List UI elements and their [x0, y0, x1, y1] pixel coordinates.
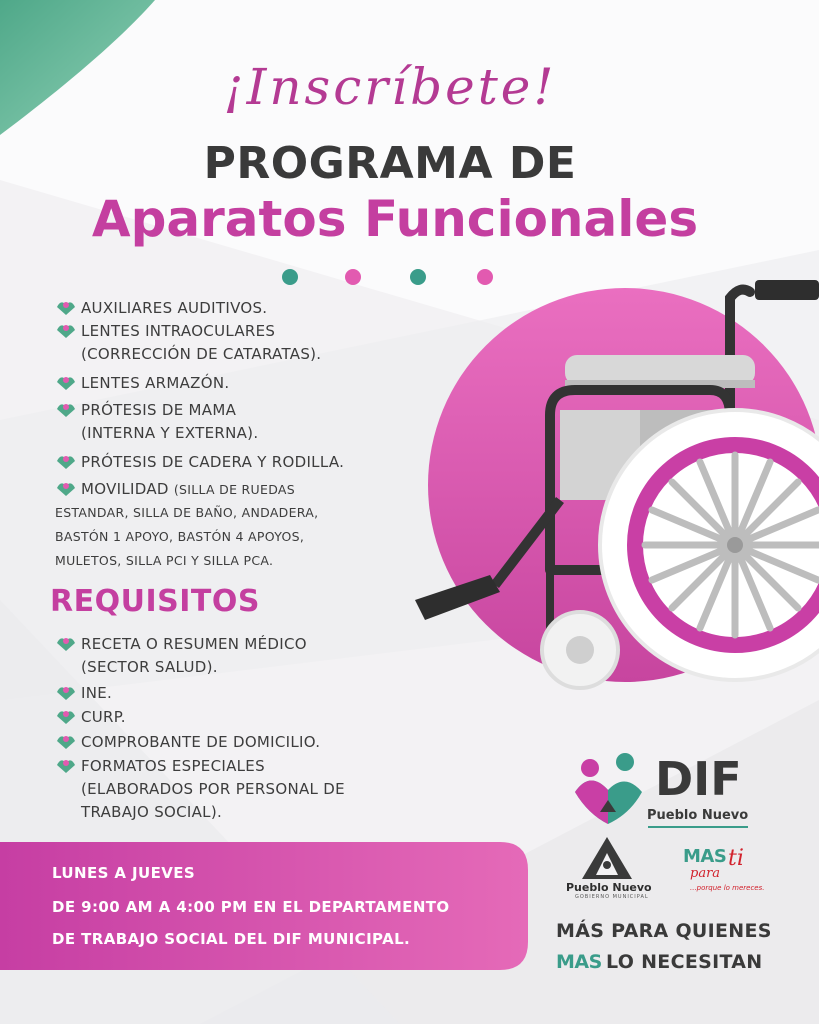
- mas-ti-text: ti: [728, 846, 744, 871]
- list-item: [55, 755, 345, 824]
- schedule-days: LUNES A JUEVES: [52, 864, 196, 882]
- mas-logo-text: MAS: [683, 846, 727, 867]
- dif-logo-text: DIF: [655, 752, 742, 806]
- dif-underline: [648, 826, 748, 828]
- item-line: LENTES INTRAOCULARES: [81, 322, 276, 340]
- item-line: INE.: [81, 684, 113, 702]
- pueblo-nuevo-logo-text: Pueblo Nuevo: [566, 881, 652, 894]
- item-line: (INTERNA Y EXTERNA).: [81, 424, 259, 442]
- list-item: [55, 320, 321, 366]
- item-line: BASTÓN 1 APOYO, BASTÓN 4 APOYOS,: [55, 529, 305, 544]
- slogan-line-1: MÁS PARA QUIENES: [556, 920, 772, 942]
- schedule-hours: DE 9:00 AM A 4:00 PM EN EL DEPARTAMENTO: [52, 898, 450, 916]
- decorative-dots: [280, 266, 500, 288]
- hands-heart-icon: [55, 755, 77, 775]
- item-line: RECETA O RESUMEN MÉDICO: [81, 635, 307, 653]
- item-line: MULETOS, SILLA PCI Y SILLA PCA.: [55, 553, 274, 568]
- list-item: [55, 682, 112, 705]
- requirements-title: REQUISITOS: [50, 584, 260, 619]
- slogan-mas: MAS: [556, 951, 602, 973]
- item-line: MOVILIDAD: [81, 480, 169, 498]
- item-line: (SECTOR SALUD).: [81, 658, 218, 676]
- hands-heart-icon: [55, 297, 77, 317]
- tagline: ¡Inscríbete!: [223, 58, 557, 116]
- mas-tagline-text: ...porque lo mereces.: [690, 884, 765, 892]
- wheelchair-icon: [400, 270, 819, 700]
- slogan-line-2: LO NECESITAN: [606, 951, 763, 973]
- item-line: PRÓTESIS DE MAMA: [81, 401, 237, 419]
- item-line: FORMATOS ESPECIALES: [81, 757, 265, 775]
- item-line: AUXILIARES AUDITIVOS.: [81, 299, 268, 317]
- item-line: ESTANDAR, SILLA DE BAÑO, ANDADERA,: [55, 505, 319, 520]
- list-item: [55, 633, 307, 679]
- title-line-2: Aparatos Funcionales: [91, 190, 699, 248]
- list-item-movilidad: [55, 478, 318, 573]
- schedule-place: DE TRABAJO SOCIAL DEL DIF MUNICIPAL.: [52, 930, 411, 948]
- list-item: [55, 731, 320, 754]
- item-line: (CORRECCIÓN DE CATARATAS).: [81, 345, 322, 363]
- hands-heart-icon: [55, 706, 77, 726]
- hands-heart-icon: [55, 372, 77, 392]
- hands-heart-icon: [55, 633, 77, 653]
- hands-heart-icon: [55, 399, 77, 419]
- list-item: [55, 372, 229, 395]
- item-line: LENTES ARMAZÓN.: [81, 374, 230, 392]
- item-line: CURP.: [81, 708, 126, 726]
- pueblo-nuevo-logo-subtitle: GOBIERNO MUNICIPAL: [575, 894, 649, 900]
- item-line: COMPROBANTE DE DOMICILIO.: [81, 733, 321, 751]
- hands-heart-icon: [55, 478, 77, 498]
- list-item: [55, 399, 258, 445]
- item-line: (ELABORADOS POR PERSONAL DE: [81, 780, 345, 798]
- list-item: [55, 451, 344, 474]
- hands-heart-icon: [55, 682, 77, 702]
- pueblo-nuevo-emblem-icon: [580, 835, 635, 881]
- mas-para-text: para: [690, 866, 721, 881]
- item-line: PRÓTESIS DE CADERA Y RODILLA.: [81, 453, 345, 471]
- hands-heart-icon: [55, 451, 77, 471]
- item-line: (SILLA DE RUEDAS: [173, 482, 295, 497]
- dif-logo-subtitle: Pueblo Nuevo: [647, 808, 749, 823]
- title-line-1: PROGRAMA DE: [203, 138, 577, 189]
- list-item: [55, 297, 267, 320]
- hands-heart-icon: [55, 320, 77, 340]
- list-item: [55, 706, 126, 729]
- dif-emblem-icon: [570, 752, 650, 828]
- hands-heart-icon: [55, 731, 77, 751]
- item-line: TRABAJO SOCIAL).: [81, 803, 223, 821]
